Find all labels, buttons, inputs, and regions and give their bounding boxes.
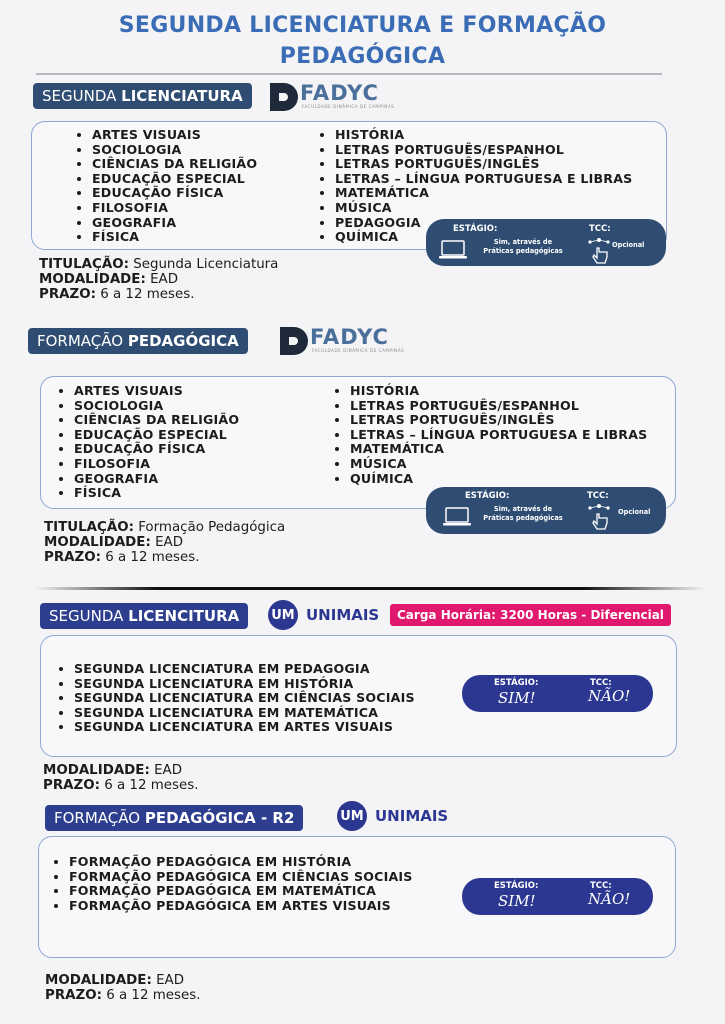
list-item: • LETRAS – LÍNGUA PORTUGUESA E LIBRAS (335, 172, 632, 187)
tag-bold-text: PEDAGÓGICA - R2 (144, 809, 295, 827)
list-item: • SEGUNDA LICENCIATURA EM MATEMÁTICA (74, 706, 415, 721)
estagio-tcc-pill (462, 675, 653, 712)
tag-text: SEGUNDA (49, 607, 129, 625)
page-title-line2: PEDAGÓGICA (279, 44, 446, 69)
list-item: • FORMAÇÃO PEDAGÓGICA EM CIÊNCIAS SOCIAIS (69, 870, 413, 885)
course-info (43, 764, 198, 794)
list-item: • FILOSOFIA (74, 457, 239, 472)
section-tag-formacao-pedagogica-r2 (45, 805, 303, 831)
fadyc-logo-icon (278, 325, 310, 357)
tag-text: FORMAÇÃO (37, 332, 128, 350)
list-item: • EDUCAÇÃO FÍSICA (92, 186, 257, 201)
list-item: • LETRAS – LÍNGUA PORTUGUESA E LIBRAS (350, 428, 647, 443)
tcc-label: TCC: (590, 678, 612, 688)
laptop-icon (442, 506, 472, 527)
list-item: • FILOSOFIA (92, 201, 257, 216)
list-item: • PEDAGOGIA (335, 216, 632, 231)
list-item: • CIÊNCIAS DA RELIGIÃO (92, 157, 257, 172)
section-tag-segunda-licenciatura (33, 83, 252, 109)
modalidade-value: EAD (145, 271, 179, 287)
modalidade-value: EAD (150, 534, 184, 550)
prazo-value: 6 a 12 meses. (100, 549, 200, 565)
tag-text: FORMAÇÃO (54, 809, 145, 827)
laptop-icon (438, 239, 468, 260)
list-item: • SOCIOLOGIA (74, 399, 239, 414)
tcc-label: TCC: (589, 224, 611, 234)
list-item: • EDUCAÇÃO ESPECIAL (92, 172, 257, 187)
list-item: • GEOGRAFIA (92, 216, 257, 231)
list-item: • MÚSICA (335, 201, 632, 216)
list-item: • SEGUNDA LICENCIATURA EM CIÊNCIAS SOCIAIS (74, 691, 415, 706)
course-list-col1 (74, 128, 257, 245)
tag-bold-text: LICENCITURA (128, 607, 240, 625)
list-item: • SEGUNDA LICENCIATURA EM ARTES VISUAIS (74, 720, 415, 735)
list-item: • SEGUNDA LICENCIATURA EM PEDAGOGIA (74, 662, 415, 677)
list-item: • FORMAÇÃO PEDAGÓGICA EM MATEMÁTICA (69, 884, 413, 899)
estagio-text-line2: Práticas pedagógicas (483, 514, 563, 522)
estagio-label: ESTÁGIO: (494, 881, 539, 891)
list-item: • HISTÓRIA (335, 128, 632, 143)
estagio-label: ESTÁGIO: (494, 678, 539, 688)
modalidade-label: MODALIDADE: (43, 763, 150, 778)
list-item: • LETRAS PORTUGUÊS/ESPANHOL (335, 143, 632, 158)
tcc-text: Opcional (618, 508, 651, 516)
list-item: • GEOGRAFIA (74, 472, 239, 487)
list-item: • LETRAS PORTUGUÊS/INGLÊS (335, 157, 632, 172)
fadyc-logo (268, 81, 398, 113)
course-info (44, 521, 285, 565)
unimais-logo-icon: UM (268, 600, 298, 630)
page-title-line1: SEGUNDA LICENCIATURA E FORMAÇÃO (118, 13, 607, 38)
list-item: • EDUCAÇÃO FÍSICA (74, 442, 239, 457)
unimais-wordmark: UNIMAIS (306, 606, 380, 624)
list-item: • ARTES VISUAIS (74, 384, 239, 399)
list-item: • FORMAÇÃO PEDAGÓGICA EM HISTÓRIA (69, 855, 413, 870)
estagio-label: ESTÁGIO: (465, 491, 510, 501)
estagio-value: SIM! (498, 892, 536, 910)
tcc-value: NÃO! (588, 890, 631, 908)
estagio-tcc-pill (426, 219, 666, 266)
tcc-label: TCC: (587, 491, 609, 501)
course-list-col2 (332, 384, 647, 486)
course-list-col1 (56, 384, 239, 501)
modalidade-value: EAD (151, 973, 185, 988)
tag-text: SEGUNDA (42, 87, 122, 105)
titulacao-value: Segunda Licenciatura (128, 257, 279, 272)
modalidade-label: MODALIDADE: (39, 271, 146, 287)
modalidade-label: MODALIDADE: (45, 973, 152, 988)
touch-hand-icon (586, 502, 612, 532)
tcc-value: NÃO! (588, 687, 631, 705)
estagio-value: SIM! (498, 689, 536, 707)
estagio-label: ESTÁGIO: (453, 224, 498, 234)
course-info (39, 258, 278, 302)
list-item: • QUÍMICA (335, 230, 632, 245)
list-item: • QUÍMICA (350, 472, 647, 487)
page-title (0, 10, 725, 72)
estagio-tcc-pill (426, 487, 666, 534)
unimais-wordmark: UNIMAIS (375, 807, 449, 825)
fadyc-tagline: FACULDADE DINÂMICA DE CAMPINAS (302, 104, 395, 109)
estagio-text-line2: Práticas pedagógicas (483, 247, 563, 255)
unimais-logo (268, 600, 379, 630)
unimais-logo (337, 801, 448, 831)
tag-bold-text: PEDAGÓGICA (127, 332, 239, 350)
unimais-logo-icon: UM (337, 801, 367, 831)
list-item: • EDUCAÇÃO ESPECIAL (74, 428, 239, 443)
list-item: • FORMAÇÃO PEDAGÓGICA EM ARTES VISUAIS (69, 899, 413, 914)
modalidade-label: MODALIDADE: (44, 534, 151, 550)
list-item: • SEGUNDA LICENCIATURA EM HISTÓRIA (74, 677, 415, 692)
modalidade-value: EAD (149, 763, 183, 778)
list-item: • CIÊNCIAS DA RELIGIÃO (74, 413, 239, 428)
fadyc-tagline: FACULDADE DINÂMICA DE CAMPINAS (312, 348, 405, 353)
estagio-tcc-pill (462, 878, 653, 915)
course-list (51, 855, 413, 913)
course-info (45, 974, 200, 1004)
prazo-value: 6 a 12 meses. (99, 777, 199, 793)
section-tag-formacao-pedagogica (28, 328, 248, 354)
prazo-label: PRAZO: (39, 286, 96, 302)
carga-horaria-badge: Carga Horária: 3200 Horas - Diferencial (390, 604, 671, 626)
tag-bold-text: LICENCIATURA (121, 87, 243, 105)
list-item: • MATEMÁTICA (335, 186, 632, 201)
tcc-label: TCC: (590, 881, 612, 891)
tcc-text: Opcional (612, 241, 645, 249)
prazo-label: PRAZO: (44, 549, 101, 565)
titulacao-value: Formação Pedagógica (133, 520, 286, 535)
prazo-value: 6 a 12 meses. (95, 286, 195, 302)
list-item: • SOCIOLOGIA (92, 143, 257, 158)
list-item: • FÍSICA (92, 230, 257, 245)
list-item: • MÚSICA (350, 457, 647, 472)
estagio-text-line1: Sim, através de (493, 505, 553, 513)
title-divider (36, 73, 662, 75)
list-item: • LETRAS PORTUGUÊS/INGLÊS (350, 413, 647, 428)
prazo-label: PRAZO: (45, 987, 102, 1003)
prazo-value: 6 a 12 meses. (101, 987, 201, 1003)
prazo-label: PRAZO: (43, 777, 100, 793)
section-tag-segunda-licencitura (40, 603, 248, 629)
touch-hand-icon (586, 236, 612, 266)
fadyc-wordmark: FADYC (300, 81, 379, 105)
fadyc-logo-icon (268, 81, 300, 113)
course-list (56, 662, 415, 735)
titulacao-label: TITULAÇÃO: (44, 520, 134, 535)
list-item: • FÍSICA (74, 486, 239, 501)
list-item: • ARTES VISUAIS (92, 128, 257, 143)
list-item: • MATEMÁTICA (350, 442, 647, 457)
list-item: • LETRAS PORTUGUÊS/ESPANHOL (350, 399, 647, 414)
list-item: • HISTÓRIA (350, 384, 647, 399)
fadyc-wordmark: FADYC (310, 325, 389, 349)
estagio-text-line1: Sim, através de (493, 238, 553, 246)
section-divider (35, 587, 705, 590)
titulacao-label: TITULAÇÃO: (39, 257, 129, 272)
fadyc-logo (278, 325, 408, 357)
